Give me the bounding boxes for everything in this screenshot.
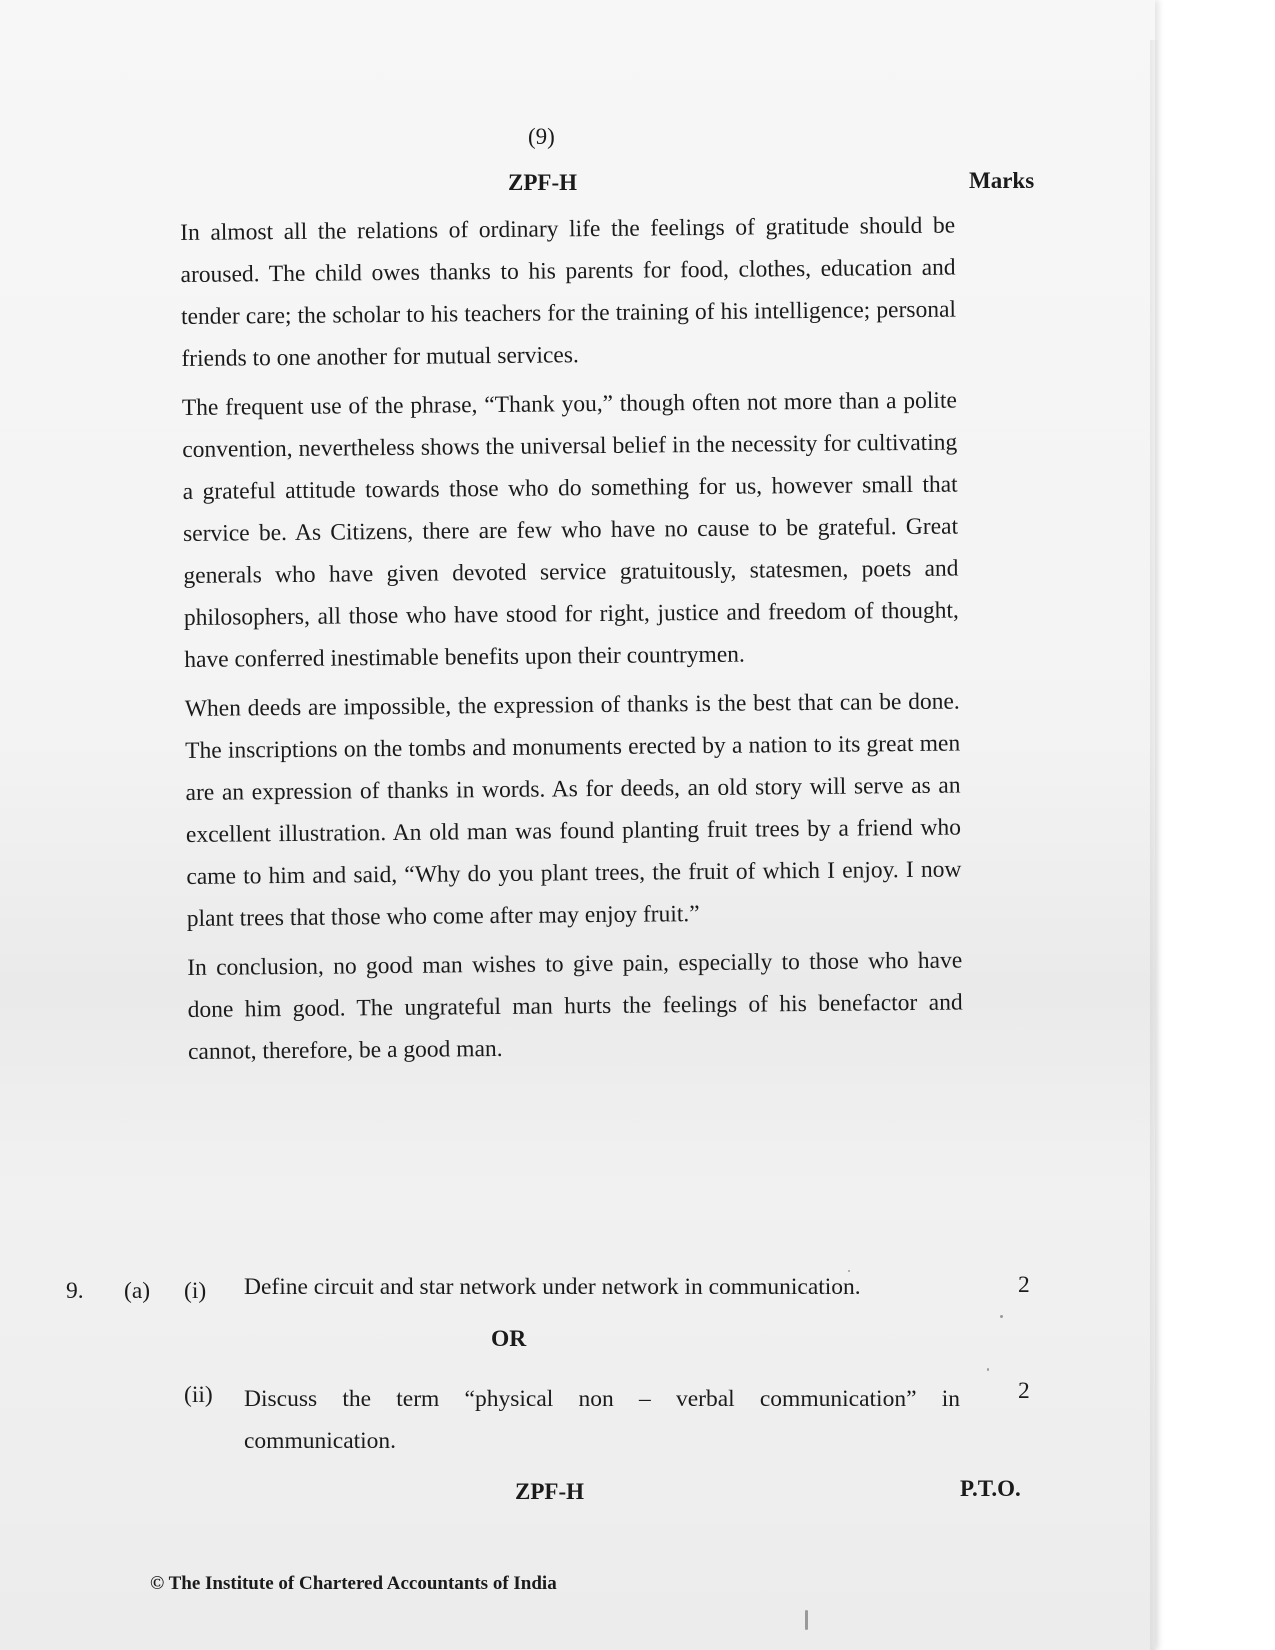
copyright-notice: © The Institute of Chartered Accountants of India (150, 1573, 557, 1594)
comprehension-passage (180, 205, 963, 1080)
scan-speck (1000, 1315, 1003, 1318)
header-paper-code: ZPF-H (508, 170, 577, 195)
scan-speck (848, 1270, 850, 1272)
subquestion-2-text: Discuss the term “physical non – verbal communication” in communication. (244, 1386, 960, 1454)
marks-column-label: Marks (969, 168, 1035, 193)
footer-paper-code: ZPF-H (515, 1479, 584, 1504)
page-edge-shadow (1150, 40, 1160, 1650)
or-separator: OR (491, 1326, 527, 1352)
subquestion-2-marks: 2 (1018, 1378, 1030, 1404)
passage-paragraph-4: In conclusion, no good man wishes to give pain, especially to those who have done him good. The ungrateful man hurts the feelings of his benefactor and cannot, therefore, be a good man. (187, 947, 963, 1065)
subquestion-1-text: Define circuit and star network under network in communication. (244, 1274, 861, 1300)
subquestion-2-label: (ii) (184, 1382, 213, 1408)
passage-paragraph-2: The frequent use of the phrase, “Thank you,” though often not more than a polite convention, nevertheless shows the universal belief in the necessity for cultivating a grateful attitude towards those who do something for us, however small that service be. As Citizens, there are few who have no cause to be grateful. Great generals who have given devoted service gratuitously, statesmen, poets and philosophers, all those who have stood for right, justice and freedom of thought, have conferred inestimable benefits upon their countrymen. (181, 387, 959, 673)
passage-paragraph-1: In almost all the relations of ordinary life the feelings of gratitude should be aroused. The child owes thanks to his parents for food, clothes, education and tender care; the scholar to his teachers for the training of his intelligence; personal friends to one another for mutual services. (180, 212, 957, 372)
question-part-label: (a) (124, 1278, 151, 1304)
subquestion-1-label: (i) (184, 1278, 207, 1304)
subquestion-1-marks: 2 (1018, 1272, 1030, 1298)
scan-speck (987, 1368, 989, 1371)
question-number: 9. (66, 1278, 84, 1304)
passage-paragraph-3: When deeds are impossible, the expression of thanks is the best that can be done. The inscriptions on the tombs and monuments erected by a nation to its great men are an expression of thanks in words. As for deeds, an old story will serve as an excellent illustration. An old man was found planting fruit trees by a friend who came to him and said, “Why do you plant trees, the fruit of which I enjoy. I now plant trees that those who come after may enjoy fruit.” (184, 688, 962, 932)
page-number: (9) (528, 124, 555, 149)
scan-speck (805, 1610, 808, 1630)
pto-label: P.T.O. (960, 1476, 1021, 1501)
